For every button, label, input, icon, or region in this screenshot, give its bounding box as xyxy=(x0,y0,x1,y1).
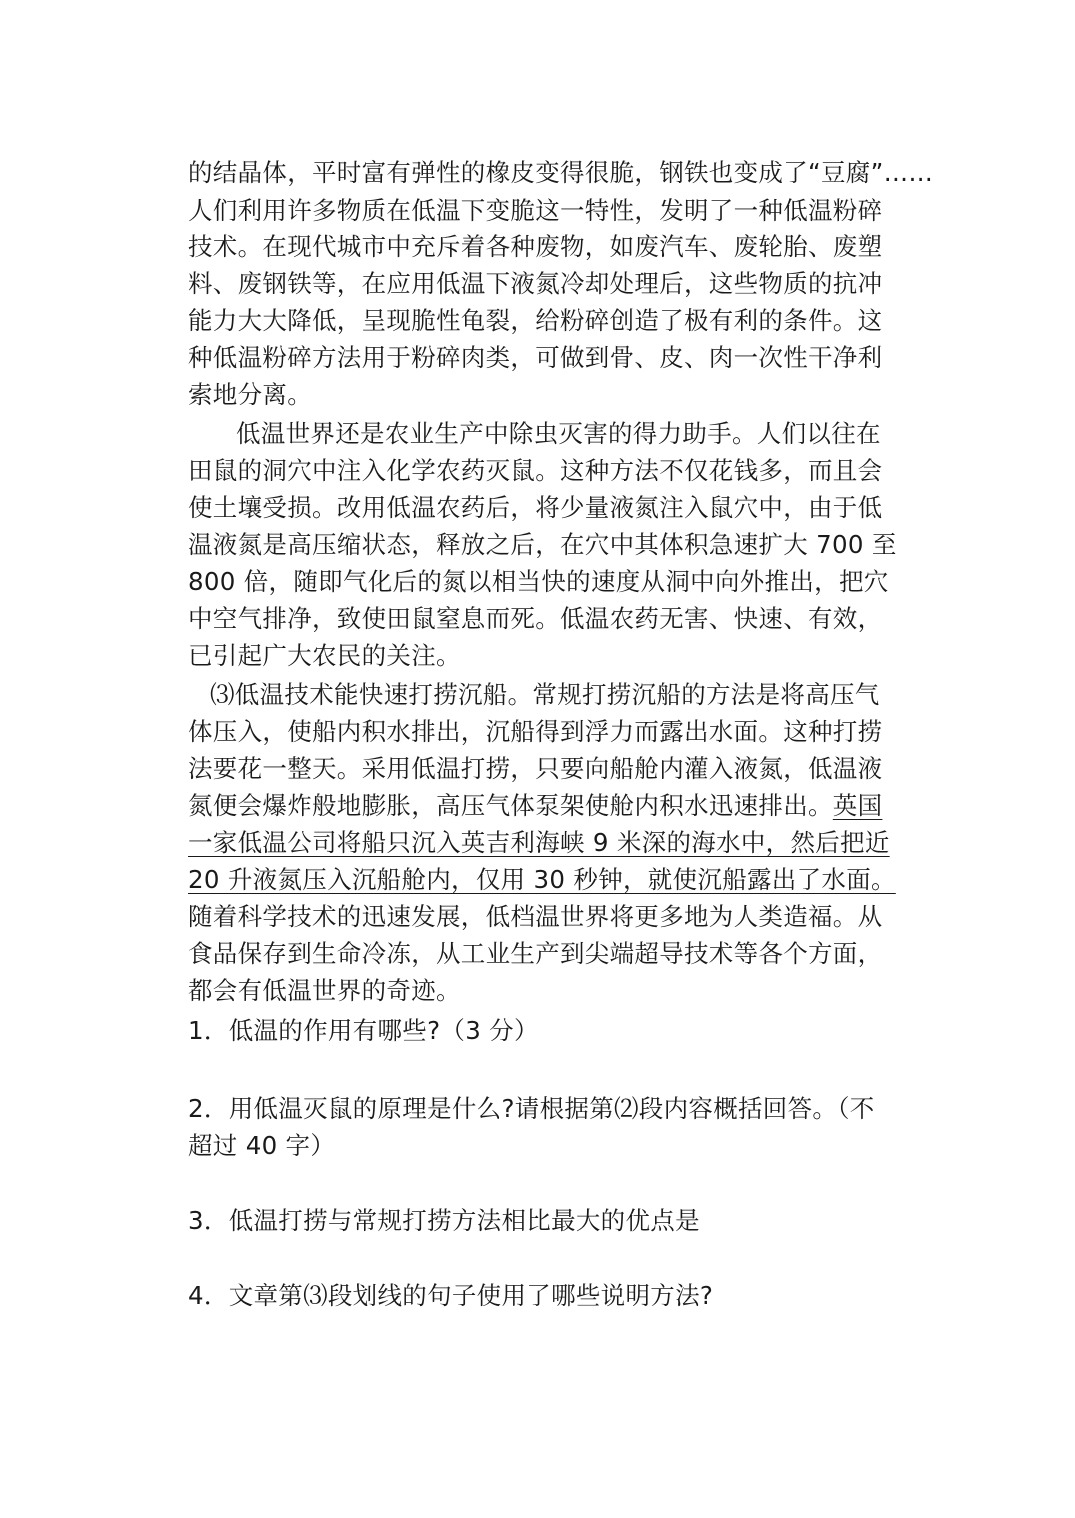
question-1: 1．低温的作用有哪些?（3 分） xyxy=(188,1016,539,1045)
passage-line: 索地分离。 xyxy=(188,380,312,409)
question-2: 2．用低温灭鼠的原理是什么?请根据第⑵段内容概括回答。（不 xyxy=(188,1094,875,1123)
passage-line: 中空气排净，致使田鼠窒息而死。低温农药无害、快速、有效， xyxy=(188,604,883,633)
passage-line: 食品保存到生命冷冻，从工业生产到尖端超导技术等各个方面， xyxy=(188,939,883,968)
passage-line xyxy=(188,788,888,824)
underlined-sentence: 英国 xyxy=(832,791,883,820)
passage-line: 使土壤受损。改用低温农药后，将少量液氮注入鼠穴中，由于低 xyxy=(188,493,883,522)
passage-line: 法要花一整天。采用低温打捞，只要向船舱内灌入液氮，低温液 xyxy=(188,754,883,783)
passage-line: 技术。在现代城市中充斥着各种废物，如废汽车、废轮胎、废塑 xyxy=(188,232,883,261)
underlined-sentence: 20 升液氮压入沉船舱内，仅用 30 秒钟，就使沉船露出了水面。 xyxy=(188,865,896,894)
passage-line xyxy=(188,825,888,861)
passage-text: 氮便会爆炸般地膨胀，高压气体泵架使舱内积水迅速排出。 xyxy=(188,791,833,820)
passage-line: 随着科学技术的迅速发展，低档温世界将更多地为人类造福。从 xyxy=(188,902,883,931)
passage-line: 低温世界还是农业生产中除虫灭害的得力助手。人们以往在 xyxy=(236,419,881,448)
underlined-sentence: 一家低温公司将船只沉入英吉利海峡 9 米深的海水中，然后把近 xyxy=(188,828,890,857)
passage-line: ⑶低温技术能快速打捞沉船。常规打捞沉船的方法是将高压气 xyxy=(210,680,880,709)
passage-line xyxy=(188,862,896,898)
passage-line: 温液氮是高压缩状态，释放之后，在穴中其体积急速扩大 700 至 xyxy=(188,530,897,559)
passage-line: 料、废钢铁等，在应用低温下液氮冷却处理后，这些物质的抗冲 xyxy=(188,269,883,298)
passage-line: 体压入，使船内积水排出，沉船得到浮力而露出水面。这种打捞 xyxy=(188,717,883,746)
question-4: 4．文章第⑶段划线的句子使用了哪些说明方法? xyxy=(188,1281,714,1310)
passage-line: 能力大大降低，呈现脆性龟裂，给粉碎创造了极有利的条件。这 xyxy=(188,306,883,335)
passage-line: 都会有低温世界的奇迹。 xyxy=(188,976,461,1005)
passage-line: 的结晶体，平时富有弹性的橡皮变得很脆，钢铁也变成了“豆腐”…… xyxy=(188,158,934,187)
question-2-cont: 超过 40 字） xyxy=(188,1131,336,1160)
passage-line: 人们利用许多物质在低温下变脆这一特性，发明了一种低温粉碎 xyxy=(188,196,883,225)
passage-line: 种低温粉碎方法用于粉碎肉类，可做到骨、皮、肉一次性干净利 xyxy=(188,343,883,372)
passage-line: 已引起广大农民的关注。 xyxy=(188,641,461,670)
passage-line: 800 倍，随即气化后的氮以相当快的速度从洞中向外推出，把穴 xyxy=(188,567,889,596)
passage-line: 田鼠的洞穴中注入化学农药灭鼠。这种方法不仅花钱多，而且会 xyxy=(188,456,883,485)
question-3: 3．低温打捞与常规打捞方法相比最大的优点是 xyxy=(188,1206,700,1235)
